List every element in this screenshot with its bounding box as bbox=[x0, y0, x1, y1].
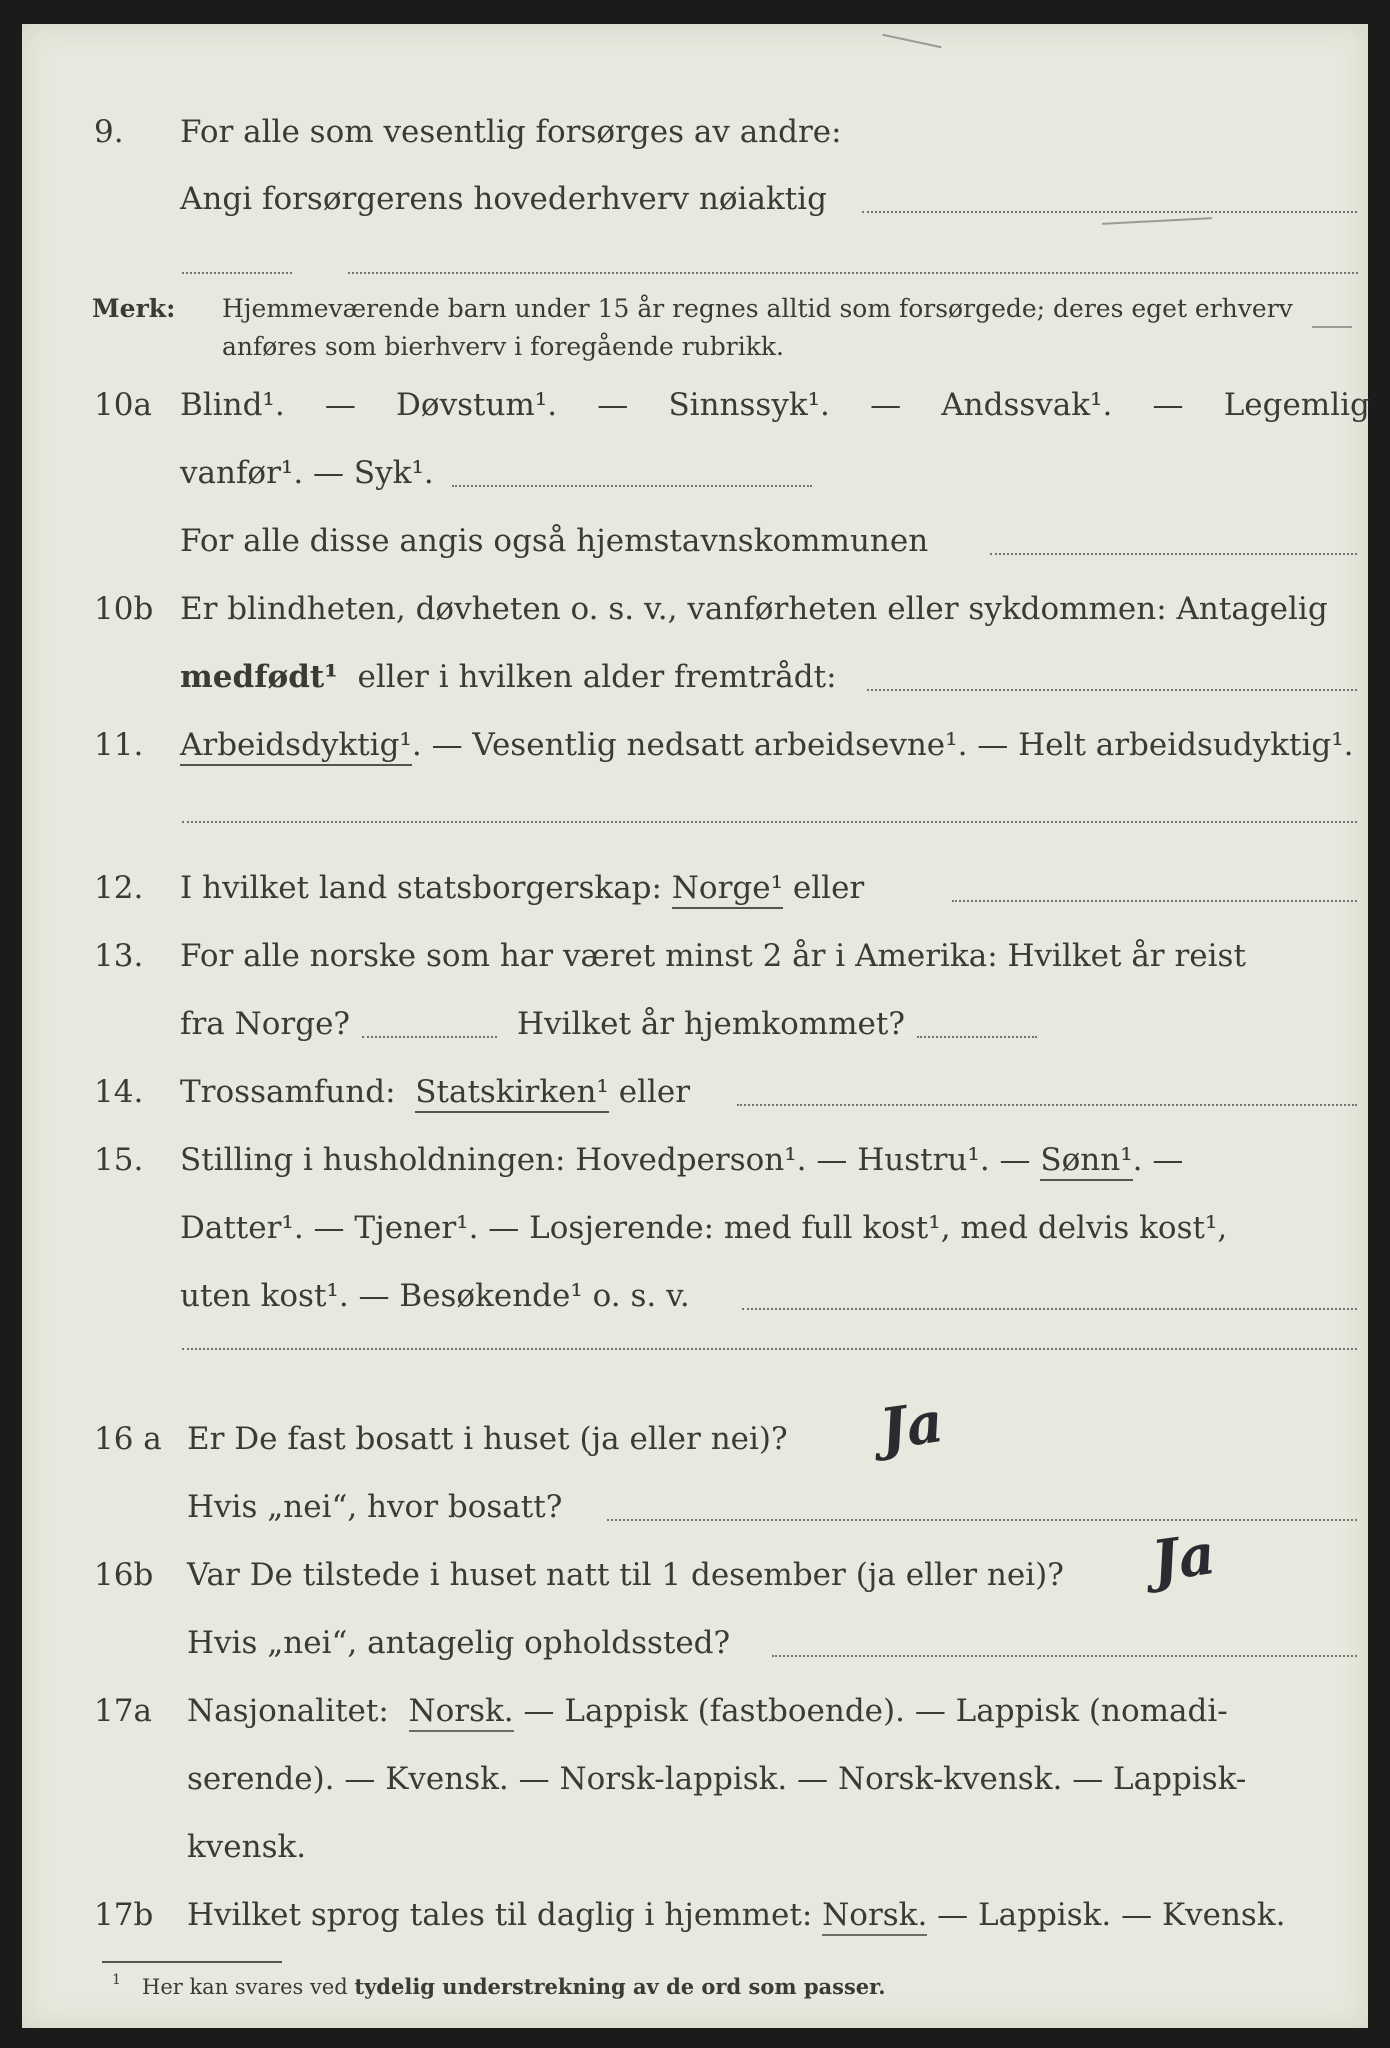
question-15-line3 bbox=[22, 1264, 1368, 1324]
question-number: 11. bbox=[94, 727, 144, 763]
question-text: kvensk. bbox=[187, 1829, 307, 1865]
answer-line[interactable] bbox=[772, 1655, 1357, 1657]
option-legemlig[interactable]: Legemlig bbox=[1223, 387, 1370, 423]
question-text: Hvis „nei“, antagelig opholdssted? bbox=[187, 1625, 731, 1661]
question-number: 13. bbox=[94, 938, 144, 974]
question-number: 10a bbox=[94, 387, 152, 423]
question-text-part: Stilling i husholdningen: Hovedperson¹. — Hustru¹. — bbox=[180, 1142, 1031, 1178]
question-text-part: eller bbox=[792, 870, 865, 906]
question-number: 10b bbox=[94, 591, 154, 627]
census-form-page bbox=[22, 24, 1368, 2028]
question-text: Datter¹. — Tjener¹. — Losjerende: med full kost¹, med delvis kost¹, bbox=[180, 1210, 1228, 1246]
handwritten-answer[interactable]: Ja bbox=[1147, 1520, 1220, 1596]
question-text-part: eller i hvilken alder fremtrådt: bbox=[357, 659, 837, 695]
answer-line[interactable] bbox=[362, 1036, 497, 1038]
question-number: 17b bbox=[94, 1897, 154, 1933]
option-norge-selected[interactable]: Norge¹ bbox=[672, 870, 783, 909]
answer-line[interactable] bbox=[867, 689, 1357, 691]
question-text: For alle norske som har været minst 2 år i Amerika: Hvilket år reist bbox=[180, 938, 1246, 974]
answer-line[interactable] bbox=[182, 272, 292, 274]
question-15-line2 bbox=[22, 1196, 1368, 1256]
question-number: 14. bbox=[94, 1074, 144, 1110]
option-norsk-selected[interactable]: Norsk. bbox=[409, 1693, 514, 1732]
question-10b bbox=[22, 577, 1368, 637]
option-arbeidsdyktig-selected[interactable]: Arbeidsdyktig¹ bbox=[180, 727, 412, 766]
answer-line[interactable] bbox=[452, 485, 812, 487]
question-text-part: — Lappisk (fastboende). — Lappisk (nomadi- bbox=[523, 1693, 1228, 1729]
footnote bbox=[112, 1972, 886, 1999]
question-10a-line3 bbox=[22, 509, 1368, 569]
dash: — bbox=[597, 387, 629, 423]
question-text-part: . — Vesentlig nedsatt arbeidsevne¹. — Helt arbeidsudyktig¹. bbox=[411, 727, 1354, 763]
option-dovstum[interactable]: Døvstum¹. bbox=[396, 387, 558, 423]
footnote-rule bbox=[102, 1961, 282, 1963]
question-10b-line2 bbox=[22, 645, 1368, 705]
dash: — bbox=[1152, 387, 1184, 423]
question-16b-line2 bbox=[22, 1611, 1368, 1671]
question-text: For alle disse angis også hjemstavnskommunen bbox=[180, 523, 929, 559]
question-text: Var De tilstede i huset natt til 1 desember (ja eller nei)? bbox=[187, 1557, 1064, 1593]
stray-mark bbox=[882, 34, 941, 48]
note-merk-line2 bbox=[22, 324, 1368, 364]
question-12 bbox=[22, 856, 1368, 916]
question-text bbox=[180, 1074, 690, 1110]
answer-line[interactable] bbox=[182, 821, 1357, 823]
option-sinnssyk[interactable]: Sinnssyk¹. bbox=[668, 387, 830, 423]
question-text bbox=[187, 1693, 1228, 1729]
question-10a bbox=[22, 373, 1368, 433]
option-medfodt[interactable]: medfødt¹ bbox=[180, 659, 338, 695]
answer-line[interactable] bbox=[737, 1104, 1357, 1106]
question-number: 17a bbox=[94, 1693, 152, 1729]
option-blind[interactable]: Blind¹. bbox=[180, 387, 285, 423]
question-text bbox=[187, 1897, 1285, 1933]
question-text: Hvis „nei“, hvor bosatt? bbox=[187, 1489, 563, 1525]
question-text bbox=[180, 870, 864, 906]
question-text: serende). — Kvensk. — Norsk-lappisk. — Norsk-kvensk. — Lappisk- bbox=[187, 1761, 1247, 1797]
stray-mark bbox=[1312, 326, 1352, 328]
answer-line[interactable] bbox=[862, 211, 1357, 213]
question-text: Er De fast bosatt i huset (ja eller nei)? bbox=[187, 1421, 788, 1457]
question-11 bbox=[22, 713, 1368, 773]
question-10a-line2 bbox=[22, 441, 1368, 501]
question-14 bbox=[22, 1060, 1368, 1120]
note-label: Merk: bbox=[92, 294, 176, 323]
question-17a-line2 bbox=[22, 1747, 1368, 1807]
question-text-part: — Lappisk. — Kvensk. bbox=[937, 1897, 1286, 1933]
note-text: Hjemmeværende barn under 15 år regnes alltid som forsørgede; deres eget erhverv bbox=[222, 294, 1293, 323]
question-text-part: . — bbox=[1132, 1142, 1184, 1178]
answer-line[interactable] bbox=[348, 272, 1358, 274]
option-sonn-selected[interactable]: Sønn¹ bbox=[1040, 1142, 1132, 1181]
dash: — bbox=[324, 387, 356, 423]
answer-line[interactable] bbox=[990, 553, 1357, 555]
option-andssvak[interactable]: Andssvak¹. bbox=[941, 387, 1113, 423]
question-9 bbox=[22, 100, 1368, 160]
answer-line[interactable] bbox=[952, 900, 1357, 902]
question-text: vanfør¹. — Syk¹. bbox=[180, 455, 434, 491]
question-13 bbox=[22, 924, 1368, 984]
answer-line[interactable] bbox=[742, 1308, 1357, 1310]
question-text bbox=[180, 659, 837, 695]
question-text-part: Trossamfund: bbox=[180, 1074, 396, 1110]
question-number: 9. bbox=[94, 114, 124, 150]
question-text: Angi forsørgerens hovederhverv nøiaktig bbox=[180, 181, 827, 217]
question-text-part: I hvilket land statsborgerskap: bbox=[180, 870, 662, 906]
option-statskirken-selected[interactable]: Statskirken¹ bbox=[415, 1074, 609, 1113]
question-text-part: Hvilket år hjemkommet? bbox=[517, 1006, 905, 1042]
question-13-line2 bbox=[22, 992, 1368, 1052]
question-number: 12. bbox=[94, 870, 144, 906]
question-9-line2 bbox=[22, 167, 1368, 227]
question-17b bbox=[22, 1883, 1368, 1943]
question-number: 16b bbox=[94, 1557, 154, 1593]
question-text-part: fra Norge? bbox=[180, 1006, 351, 1042]
question-text: For alle som vesentlig forsørges av andre: bbox=[180, 114, 842, 150]
dash: — bbox=[870, 387, 902, 423]
handwritten-answer[interactable]: Ja bbox=[875, 1388, 948, 1464]
question-17a bbox=[22, 1679, 1368, 1739]
footnote-text-bold: tydelig understrekning av de ord som passer. bbox=[354, 1974, 886, 1999]
question-number: 15. bbox=[94, 1142, 144, 1178]
note-text: anføres som bierhverv i foregående rubrikk. bbox=[222, 332, 784, 361]
question-text: Er blindheten, døvheten o. s. v., vanførheten eller sykdommen: Antagelig bbox=[180, 591, 1328, 627]
footnote-mark: 1 bbox=[112, 1972, 121, 1988]
question-text bbox=[180, 387, 1370, 423]
option-norsk-language-selected[interactable]: Norsk. bbox=[822, 1897, 927, 1936]
answer-line[interactable] bbox=[607, 1519, 1357, 1521]
question-16a bbox=[22, 1388, 1368, 1467]
question-15 bbox=[22, 1128, 1368, 1188]
footnote-text: Her kan svares ved bbox=[142, 1975, 348, 1999]
question-text bbox=[180, 727, 1354, 763]
question-text bbox=[180, 1142, 1183, 1178]
question-17a-line3 bbox=[22, 1815, 1368, 1875]
question-text: uten kost¹. — Besøkende¹ o. s. v. bbox=[180, 1278, 690, 1314]
question-text-part: eller bbox=[618, 1074, 691, 1110]
question-text-part: Hvilket sprog tales til daglig i hjemmet: bbox=[187, 1897, 813, 1933]
note-merk bbox=[22, 286, 1368, 326]
question-number: 16 a bbox=[94, 1421, 162, 1457]
question-16b bbox=[22, 1520, 1368, 1603]
question-text-part: Nasjonalitet: bbox=[187, 1693, 389, 1729]
answer-line[interactable] bbox=[917, 1036, 1037, 1038]
answer-line[interactable] bbox=[182, 1348, 1357, 1350]
